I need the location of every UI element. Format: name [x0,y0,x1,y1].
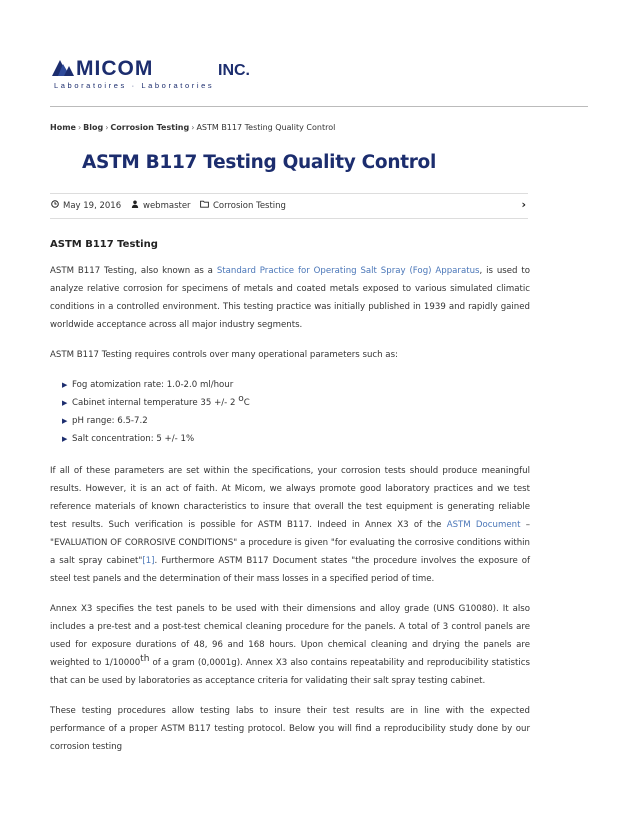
breadcrumb-separator: › [191,123,195,132]
list-item [62,394,530,412]
section-heading: ASTM B117 Testing [50,239,158,250]
breadcrumb-blog[interactable]: Blog [83,123,104,132]
post-category-text[interactable]: Corrosion Testing [213,201,286,211]
breadcrumb-separator: › [105,123,109,132]
post-author-text[interactable]: webmaster [143,201,191,211]
logo-tagline: Laboratoires · Laboratories [54,81,215,90]
footnote-ref-link[interactable]: [1] [142,556,155,566]
list-item [62,412,530,430]
astm-document-link[interactable]: ASTM Document [446,520,521,530]
temperature-degree: o [238,394,244,405]
bullet-triangle-icon: ▶ [62,435,68,443]
list-item [62,376,530,394]
chevron-right-icon[interactable]: › [521,198,526,211]
standard-practice-link[interactable]: Standard Practice for Operating Salt Spray (Fog) Apparatus [216,266,480,276]
paragraph-text: . Furthermore ASTM B117 Document states "the procedure involves the exposure of steel test panels and the determination of their mass losses in a specified period of time. [50,556,530,584]
list-item-text: pH range: 6.5-7.2 [72,416,148,426]
paragraph-text: , is used to analyze relative corrosion for specimens of metals and coated metals exposed to various simulated climatic conditions in a controlled environment. This testing practice was initially published in 1939 and rapidly gained worldwide acceptance across all major industry segments. [50,266,530,330]
list-item-text: Salt concentration: 5 +/- 1% [72,434,195,444]
list-item-text: Cabinet internal temperature 35 +/- 2 [72,398,236,408]
user-icon [130,200,139,210]
bullet-triangle-icon: ▶ [62,417,68,425]
site-logo[interactable] [50,52,280,92]
breadcrumb-category[interactable]: Corrosion Testing [110,123,190,132]
page-title: ASTM B117 Testing Quality Control [82,152,437,173]
post-category[interactable] [200,200,286,211]
logo-name: MICOM [76,57,154,80]
paragraph-procedures: These testing procedures allow testing labs to insure their test results are in line with the expected performance of a proper ASTM B117 testing protocol. Below you will find a reproducibility study done by our corrosion testing [50,706,530,752]
breadcrumb [50,123,335,132]
header-divider [50,106,588,107]
bullet-triangle-icon: ▶ [62,399,68,407]
list-item-text: Fog atomization rate: 1.0-2.0 ml/hour [72,380,234,390]
breadcrumb-home[interactable]: Home [50,123,76,132]
folder-icon [200,200,209,210]
paragraph-text: If all of these parameters are set within the specifications, your corrosion tests should produce meaningful results. However, it is an act of faith. At Micom, we always promote good laboratory practices and we test reference materials of known characteristics to insure that overall the test equipment is generating reliable test results. Such verification is possible for ASTM B117. Indeed in Annex X3 of the [50,466,530,530]
paragraph-verification [50,462,530,588]
post-date [50,200,121,211]
paragraph-parameters: ASTM B117 Testing requires controls over many operational parameters such as: [50,350,398,360]
temperature-unit: C [243,398,250,408]
paragraph-annex [50,600,530,690]
clock-icon [50,200,59,210]
paragraph-text: – "EVALUATION OF CORROSIVE CONDITIONS" a procedure is given "for evaluating the corrosive conditions within a salt spray cabinet" [50,520,530,566]
paragraph-text: ASTM B117 Testing, also known as a [50,266,217,276]
post-author[interactable] [130,200,191,211]
list-item [62,430,530,448]
parameter-list [50,376,530,448]
logo-suffix: INC. [218,62,250,79]
ordinal-suffix: th [140,654,150,665]
paragraph-intro [50,262,530,334]
post-date-text: May 19, 2016 [63,201,122,211]
micom-logo-icon [50,52,280,92]
bullet-triangle-icon: ▶ [62,381,68,389]
breadcrumb-current: ASTM B117 Testing Quality Control [196,123,336,132]
post-meta-bar [50,193,528,219]
paragraph-text: of a gram (0,0001g). Annex X3 also contains repeatability and reproducibility statistics that can be used by laboratories as acceptance criteria for validating their salt spray testing cabinet. [50,658,530,686]
breadcrumb-separator: › [77,123,82,132]
paragraph-text: Annex X3 specifies the test panels to be used with their dimensions and alloy grade (UNS G10080). It also includes a pre-test and a post-test chemical cleaning procedure for the panels. A total of 3 control panels are used for exposure durations of 48, 96 and 168 hours. Upon chemical cleaning and drying the panels are weighted to 1/10000 [50,604,530,668]
article-body [50,238,530,768]
